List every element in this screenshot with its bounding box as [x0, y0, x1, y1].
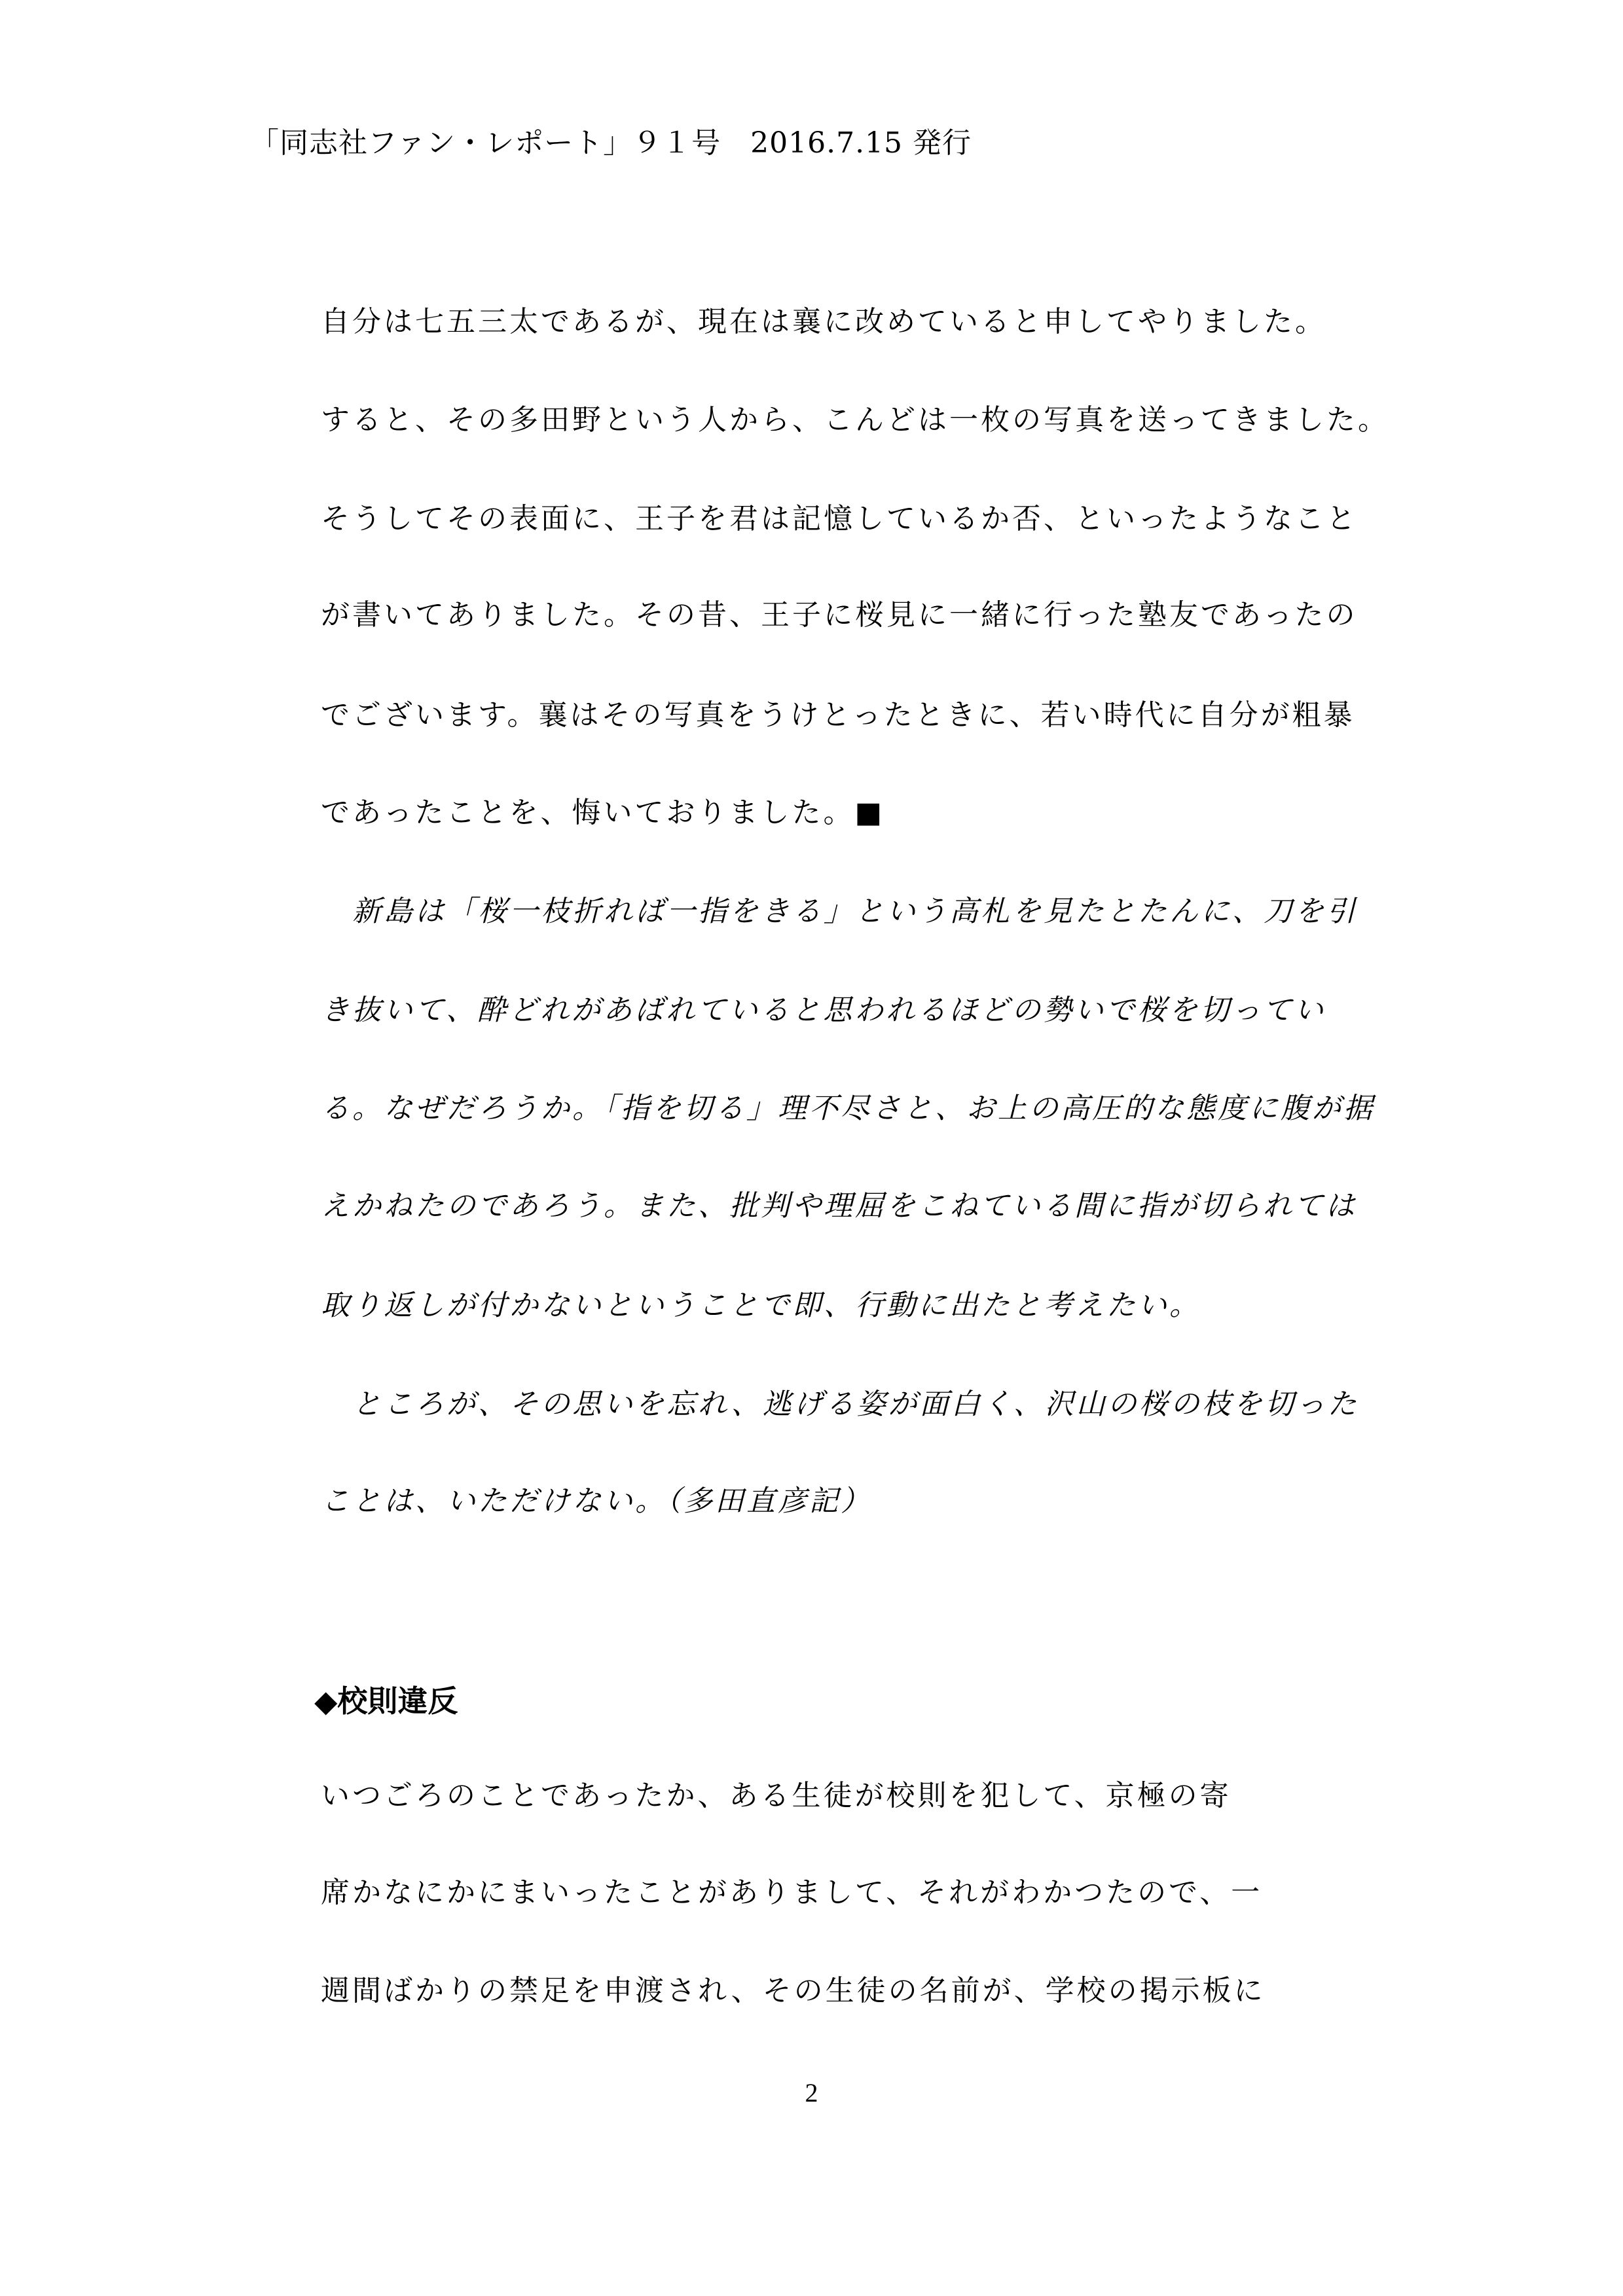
body-line: でございます。襄はその写真をうけとったときに、若い時代に自分が粗暴 [321, 698, 1355, 732]
section-line: 週間ばかりの禁足を申渡され、その生徒の名前が、学校の掲示板に [321, 1974, 1266, 2007]
body-line: が書いてありました。その昔、王子に桜見に一緒に行った塾友であったの [321, 598, 1358, 632]
commentary-line: る。なぜだろうか。「指を切る」理不尽さと、お上の高圧的な態度に腹が据 [321, 1092, 1375, 1125]
body-line: すると、その多田野という人から、こんどは一枚の写真を送ってきました。 [321, 403, 1389, 437]
page-number: 2 [805, 2078, 818, 2108]
section-line: いつごろのことであったか、ある生徒が校則を犯して、京極の寄 [321, 1779, 1231, 1812]
commentary-line: ところが、その思いを忘れ、逃げる姿が面白く、沢山の桜の枝を切った [321, 1388, 1359, 1421]
section-line: 席かなにかにまいったことがありまして、それがわかつたので、一 [321, 1876, 1263, 1909]
document-header: 「同志社ファン・レポート」９１号 2016.7.15 発行 [250, 126, 972, 160]
section-heading: ◆校則違反 [314, 1683, 458, 1719]
body-line: 自分は七五三太であるが、現在は襄に改めていると申してやりました。 [321, 305, 1326, 338]
commentary-line: 新島は「桜一枝折れば一指をきる」という高札を見たとたんに、刀を引 [321, 895, 1358, 928]
commentary-line: ことは、いただけない。（多田直彦記） [321, 1484, 872, 1518]
body-line: であったことを、悔いておりました。■ [321, 796, 885, 829]
body-line: そうしてその表面に、王子を君は記憶しているか否、といったようなこと [321, 502, 1358, 535]
commentary-line: えかねたのであろう。また、批判や理屈をこねている間に指が切られては [321, 1189, 1357, 1223]
commentary-line: き抜いて、酔どれがあばれていると思われるほどの勢いで桜を切ってい [321, 994, 1326, 1027]
commentary-line: 取り返しが付かないということで即、行動に出たと考えたい。 [321, 1289, 1201, 1322]
